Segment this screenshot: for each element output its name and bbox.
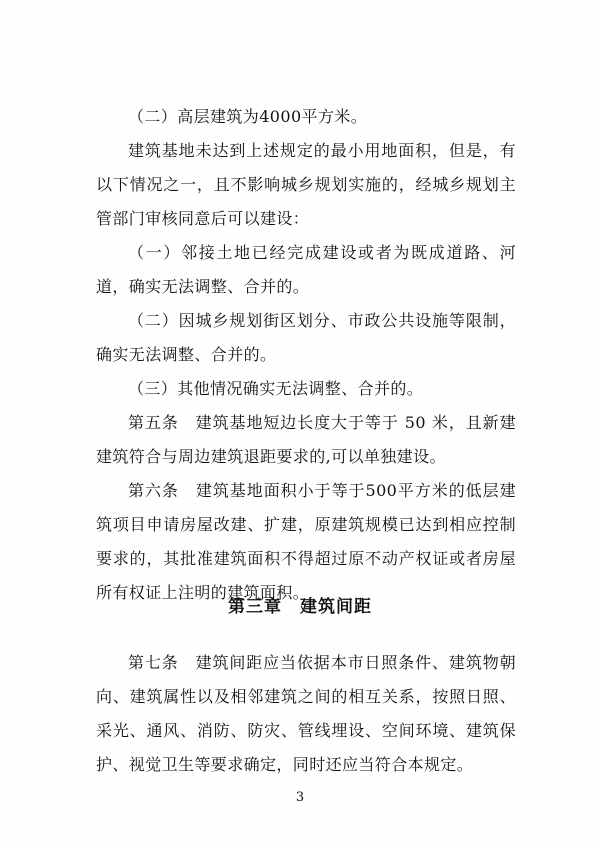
page-number: 3 — [295, 790, 305, 805]
article-6: 第六条 建筑基地面积小于等于500平方米的低层建筑项目申请房屋改建、扩建，原建筑规模已达到相应控制要求的，其批准建筑面积不得超过原不动产权证或者房屋所有权证上注明的建筑面积。 — [96, 481, 516, 602]
chapter-heading: 第三章 建筑间距 — [228, 597, 372, 617]
paragraph-exception-three: （三）其他情况确实无法调整、合并的。 — [128, 379, 424, 398]
paragraph-land-area-exception: 建筑基地未达到上述规定的最小用地面积，但是，有以下情况之一，且不影响城乡规划实施的，经城乡规划主管部门审核同意后可以建设： — [96, 141, 516, 228]
paragraph-high-rise-area: （二）高层建筑为4000平方米。 — [128, 107, 368, 126]
paragraph-exception-two: （二）因城乡规划街区划分、市政公共设施等限制，确实无法调整、合并的。 — [96, 311, 516, 364]
article-5: 第五条 建筑基地短边长度大于等于 50 米，且新建建筑符合与周边建筑退距要求的,可以单独建设。 — [96, 413, 516, 466]
article-7: 第七条 建筑间距应当依据本市日照条件、建筑物朝向、建筑属性以及相邻建筑之间的相互关系，按照日照、采光、通风、消防、防灾、管线埋设、空间环境、建筑保护、视觉卫生等要求确定，同时还应当符合本规定。 — [96, 653, 516, 774]
paragraph-exception-one: （一）邻接土地已经完成建设或者为既成道路、河道，确实无法调整、合并的。 — [96, 243, 516, 296]
